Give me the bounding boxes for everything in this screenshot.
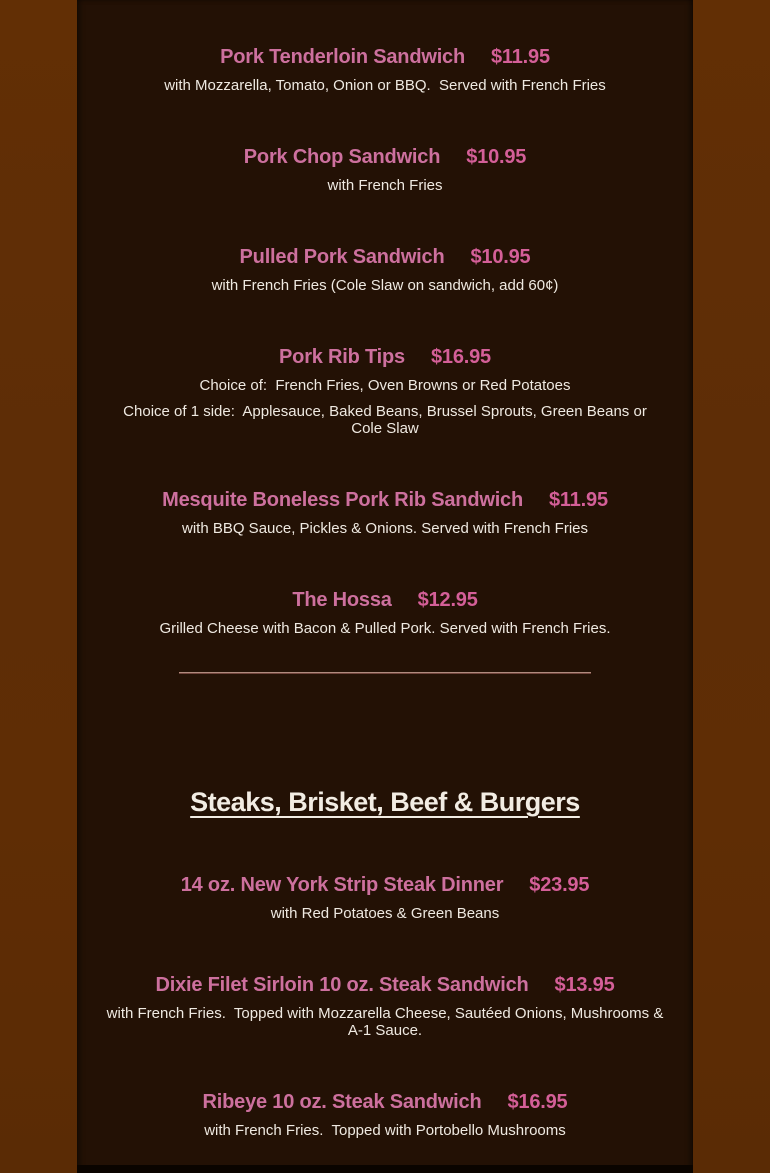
item-title-row xyxy=(77,144,693,170)
item-description-line: with French Fries (Cole Slaw on sandwich, add 60¢) xyxy=(211,277,559,294)
menu-item xyxy=(77,487,693,537)
item-description xyxy=(106,1122,664,1139)
menu-item xyxy=(77,872,693,922)
item-description-line: with Mozzarella, Tomato, Onion or BBQ. Served with French Fries xyxy=(164,77,606,94)
item-description xyxy=(106,905,664,922)
item-name: Ribeye 10 oz. Steak Sandwich xyxy=(202,1091,482,1113)
menu-item xyxy=(77,1089,693,1139)
section-divider xyxy=(179,672,591,674)
item-title-row xyxy=(77,1089,693,1115)
menu-item xyxy=(77,344,693,437)
item-name: Pork Chop Sandwich xyxy=(243,146,441,168)
item-description xyxy=(106,277,664,294)
item-price: $10.95 xyxy=(466,146,527,168)
item-price: $13.95 xyxy=(554,974,615,996)
item-name: 14 oz. New York Strip Steak Dinner xyxy=(180,874,504,896)
item-description-line: with Red Potatoes & Green Beans xyxy=(270,905,500,922)
item-name: The Hossa xyxy=(292,589,392,611)
menu-panel xyxy=(77,0,693,1173)
item-description xyxy=(106,1005,667,1039)
item-description-line: Grilled Cheese with Bacon & Pulled Pork. Served with French Fries. xyxy=(159,620,611,637)
menu-item xyxy=(77,587,693,637)
item-description-line: with French Fries. Topped with Mozzarella Cheese, Sautéed Onions, Mushrooms & A-1 Sauce. xyxy=(106,1005,667,1039)
item-description-line: with French Fries. Topped with Portobello Mushrooms xyxy=(204,1122,566,1139)
item-description xyxy=(106,177,664,194)
item-title-row xyxy=(77,872,693,898)
item-title-row xyxy=(77,587,693,613)
item-title-row xyxy=(77,344,693,370)
item-name: Dixie Filet Sirloin 10 oz. Steak Sandwich xyxy=(155,974,529,996)
item-description xyxy=(106,377,664,437)
item-title-row xyxy=(77,44,693,70)
item-name: Pulled Pork Sandwich xyxy=(239,246,445,268)
item-name: Mesquite Boneless Pork Rib Sandwich xyxy=(162,489,523,511)
page-left-margin xyxy=(0,0,77,1173)
item-description xyxy=(106,520,664,537)
page-right-margin xyxy=(693,0,770,1173)
menu-item xyxy=(77,144,693,194)
item-price: $16.95 xyxy=(507,1091,568,1113)
item-price: $16.95 xyxy=(430,346,491,368)
section-heading: Steaks, Brisket, Beef & Burgers xyxy=(190,787,580,817)
item-description xyxy=(106,620,664,637)
item-title-row xyxy=(77,487,693,513)
item-description xyxy=(106,77,664,94)
item-name: Pork Tenderloin Sandwich xyxy=(220,46,465,68)
item-description-line: Choice of 1 side: Applesauce, Baked Beans, Brussel Sprouts, Green Beans or Cole Slaw xyxy=(123,403,651,437)
item-price: $23.95 xyxy=(529,874,590,896)
menu-item xyxy=(77,44,693,94)
item-price: $12.95 xyxy=(417,589,478,611)
item-price: $11.95 xyxy=(491,46,550,68)
item-title-row xyxy=(77,244,693,270)
menu-item xyxy=(77,244,693,294)
item-description-line: with French Fries xyxy=(327,177,443,194)
menu-item xyxy=(77,972,693,1039)
item-price: $11.95 xyxy=(549,489,608,511)
menu-content xyxy=(77,44,693,1139)
item-price: $10.95 xyxy=(470,246,531,268)
item-description-line: with BBQ Sauce, Pickles & Onions. Served with French Fries xyxy=(182,520,588,537)
panel-bottom-edge xyxy=(77,1165,693,1173)
item-title-row xyxy=(77,972,693,998)
item-name: Pork Rib Tips xyxy=(279,346,405,368)
item-description-line: Choice of: French Fries, Oven Browns or Red Potatoes xyxy=(199,377,571,394)
